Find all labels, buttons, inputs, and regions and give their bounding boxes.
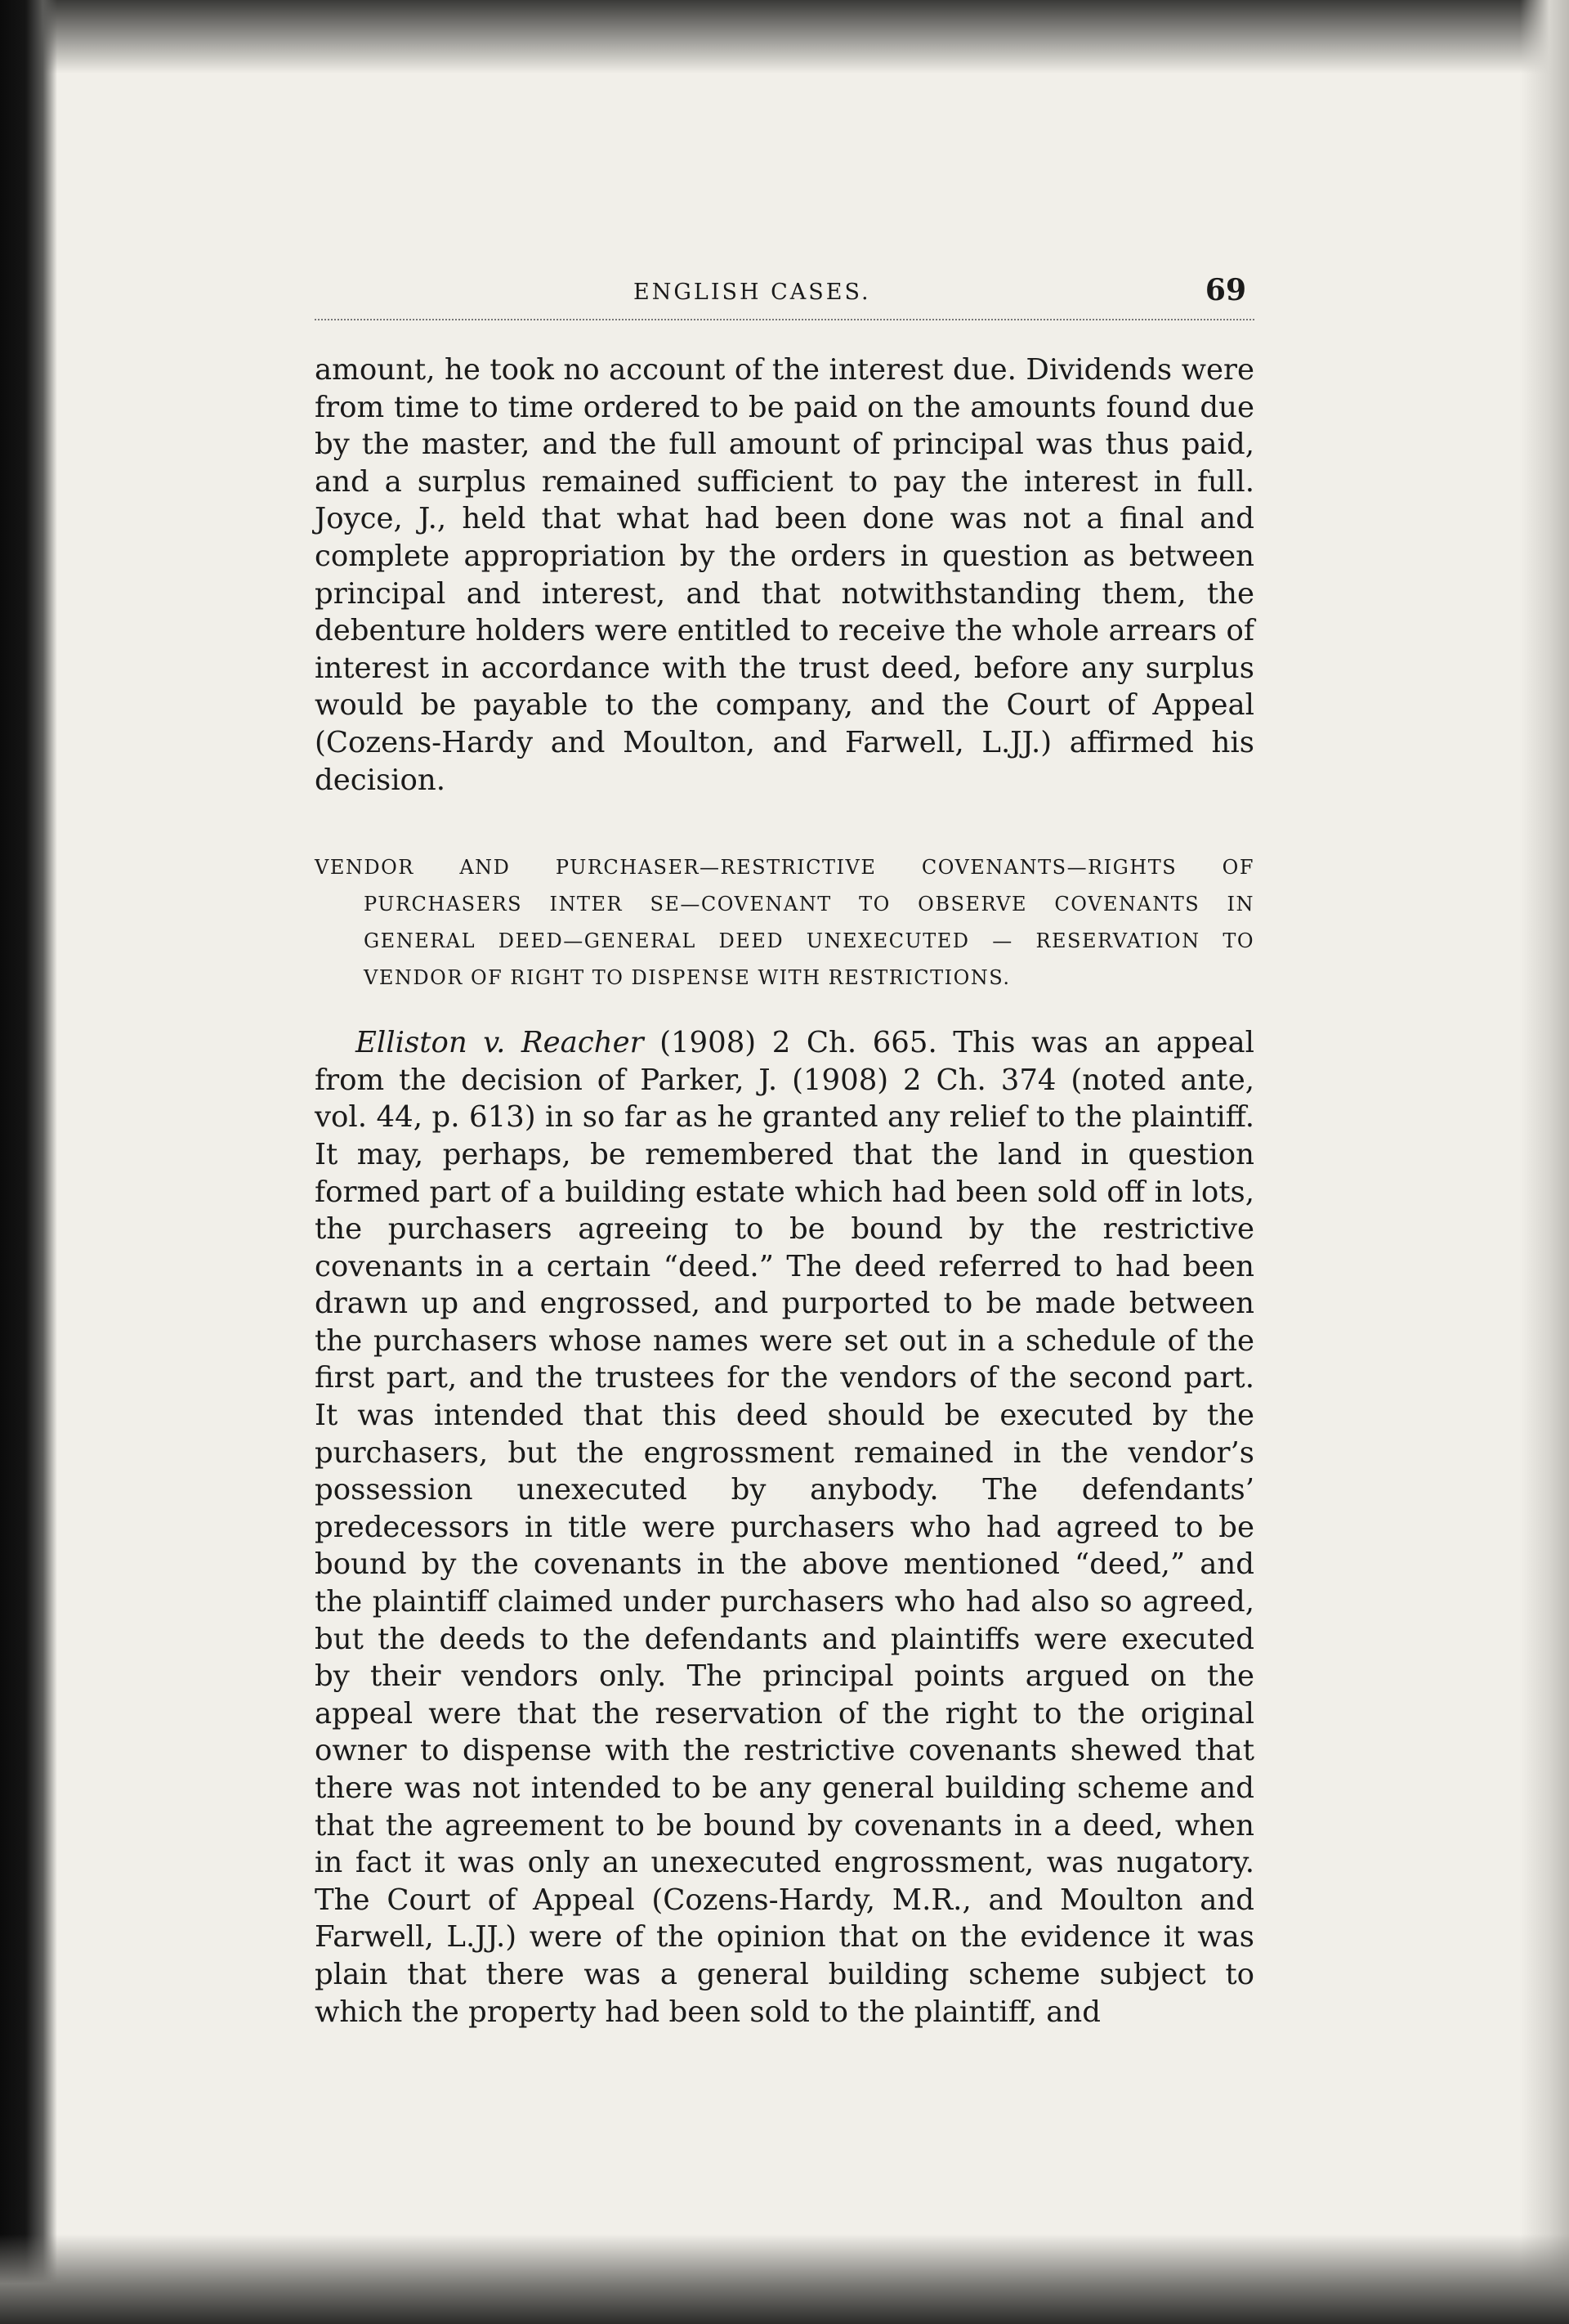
page <box>315 262 1254 2031</box>
scan-edge-top <box>0 0 1569 74</box>
scan-edge-bottom <box>0 2234 1569 2324</box>
scan-edge-left <box>0 0 57 2324</box>
page-number: 69 <box>1205 273 1246 307</box>
case-name: Elliston v. Reacher <box>355 1026 644 1060</box>
section-heading: VENDOR AND PURCHASER—RESTRICTIVE COVENANTS—RIGHTS OF PURCHASERS INTER SE—COVENANT TO OBSERVE COVENANTS IN GENERAL DEED—GENERAL DEED UNEXECUTED — RESERVATION TO VENDOR OF RIGHT TO DISPENSE WITH RESTRICTIONS. <box>315 856 1254 990</box>
running-head <box>315 262 1254 320</box>
running-title: ENGLISH CASES. <box>633 280 871 305</box>
case-summary <box>315 1024 1254 2031</box>
scan-edge-right <box>1520 0 1569 2324</box>
continued-paragraph: amount, he took no account of the interest due. Dividends were from time to time ordered to be paid on the amounts found due by the master, and the full amount of principal was thus paid, and a surplus remained sufficient to pay the interest in full. Joyce, J., held that what had been done was not a final and complete appropriation by the orders in question as between principal and interest, and that notwithstanding them, the debenture holders were entitled to receive the whole arrears of interest in accordance with the trust deed, before any surplus would be payable to the company, and the Court of Appeal (Cozens-Hardy and Moulton, and Farwell, L.JJ.) affirmed his decision. <box>315 353 1254 797</box>
case-text: (1908) 2 Ch. 665. This was an appeal from the decision of Parker, J. (1908) 2 Ch. 374 (noted ante, vol. 44, p. 613) in so far as he granted any relief to the plaintiff. It may, perhaps, be remembered that the land in question formed part of a building estate which had been sold off in lots, the purchasers agreeing to be bound by the restrictive covenants in a certain “deed.” The deed referred to had been drawn up and engrossed, and purported to be made between the purchasers whose names were set out in a schedule of the first part, and the trustees for the vendors of the second part. It was intended that this deed should be executed by the purchasers, but the engrossment remained in the vendor’s possession unexecuted by anybody. The defendants’ predecessors in title were purchasers who had agreed to be bound by the covenants in the above mentioned “deed,” and the plaintiff claimed under purchasers who had also so agreed, but the deeds to the defendants and plaintiffs were executed by their vendors only. The principal points argued on the appeal were that the reservation of the right to the original owner to dispense with the restrictive covenants shewed that there was not intended to be any general building scheme and that the agreement to be bound by covenants in a deed, when in fact it was only an unexecuted engrossment, was nugatory. The Court of Appeal (Cozens-Hardy, M.R., and Moulton and Farwell, L.JJ.) were of the opinion that on the evidence it was plain that there was a general building scheme subject to which the property had been sold to the plaintiff, and <box>315 1026 1254 2029</box>
case-paragraph <box>315 1024 1254 2031</box>
